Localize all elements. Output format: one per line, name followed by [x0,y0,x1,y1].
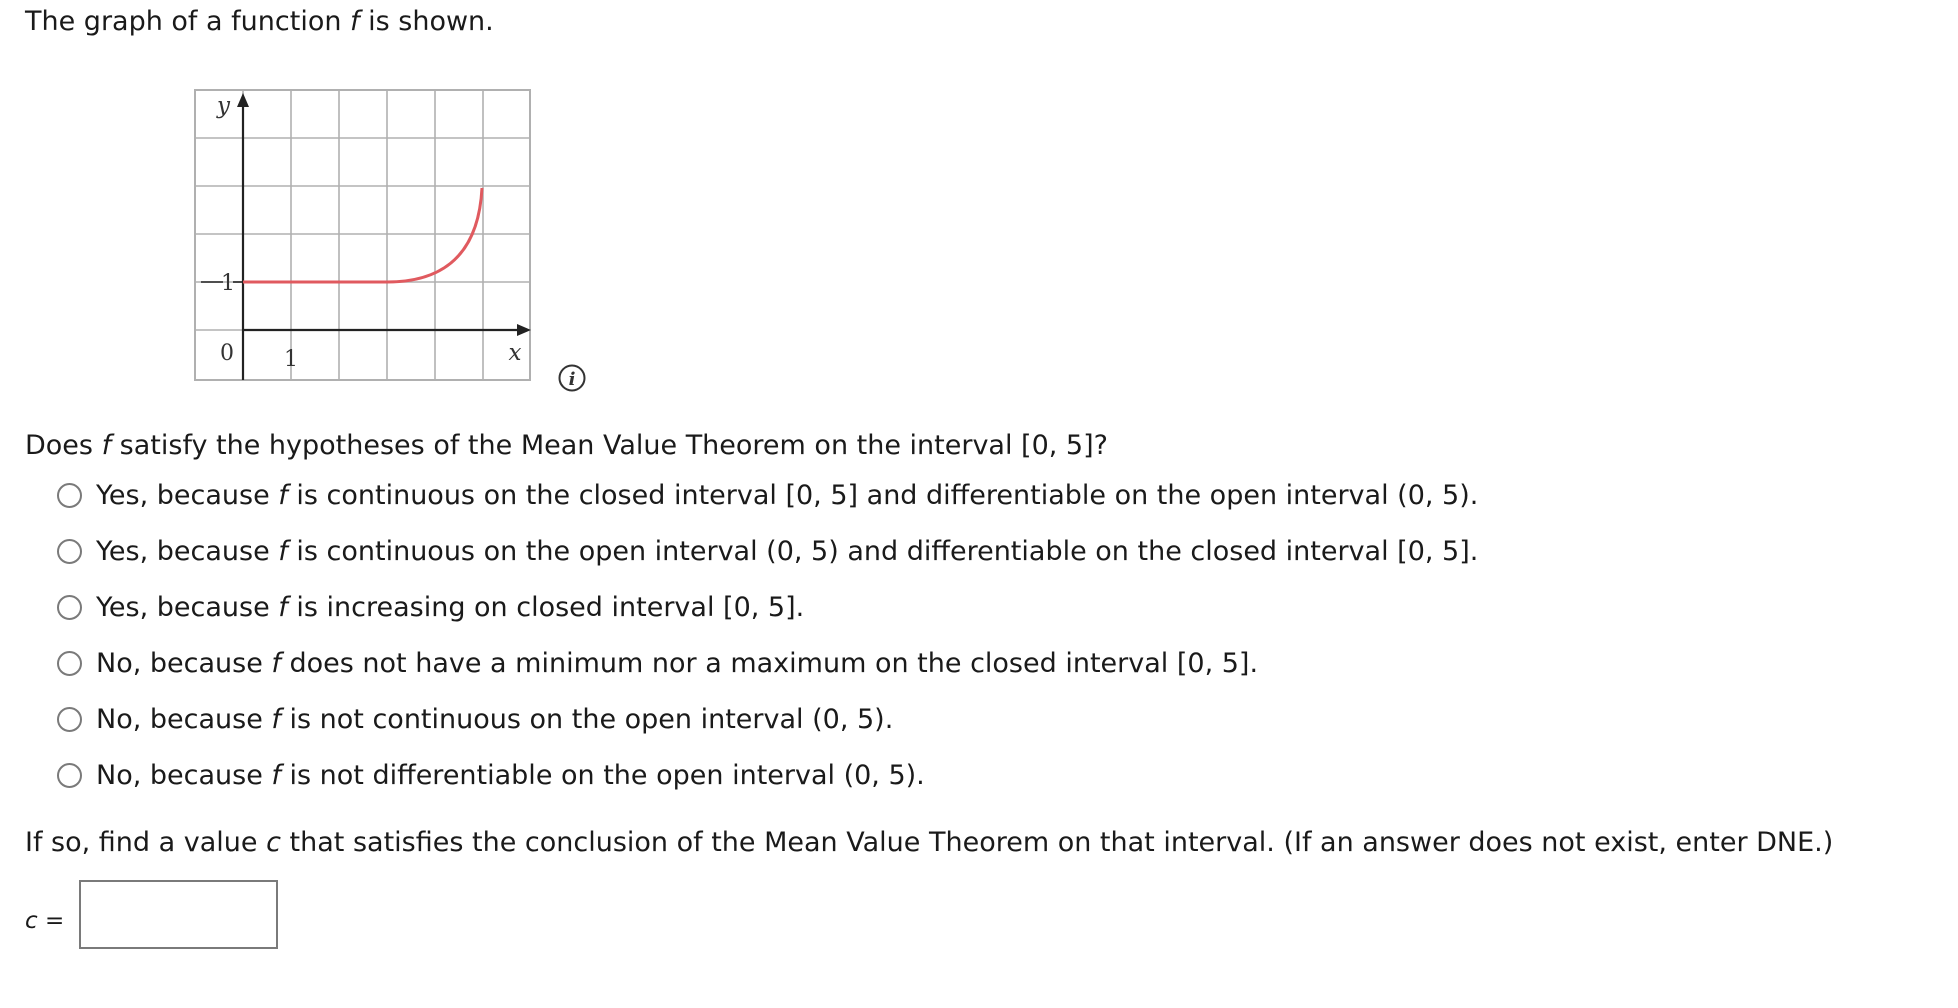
radio-button[interactable] [57,483,82,508]
option-label-part: Yes, because [96,536,279,567]
instruction-text-part: that satisfies the conclusion of the Mean Value Theorem on that interval. (If an answer does not exist, enter DNE.) [280,827,1834,858]
c-variable: c [266,827,281,858]
x-tick-label: 1 [284,347,298,372]
origin-label: 0 [220,341,234,366]
option-label-part: is not differentiable on the open interval (0, 5). [280,760,925,791]
function-variable: f [271,648,281,679]
option-label-part: is continuous on the closed interval [0, 5] and differentiable on the open interval (0, 5). [287,480,1479,511]
option-no-min-max[interactable] [57,648,1258,679]
function-variable: f [101,430,112,461]
instruction-text [25,827,1833,858]
option-yes-increasing[interactable] [57,592,804,623]
option-label [96,760,925,791]
intro-text-part: The graph of a function [25,6,351,37]
option-label-part: does not have a minimum nor a maximum on the closed interval [0, 5]. [280,648,1259,679]
intro-text [25,6,494,37]
equals-sign: = [37,908,65,934]
option-label [96,704,893,735]
intro-text-part: is shown. [359,6,494,37]
graph-svg [193,88,533,388]
option-label-part: No, because [96,648,272,679]
answer-input[interactable] [79,880,278,949]
y-tick-label: 1 [221,271,235,296]
function-variable: f [278,592,288,623]
option-yes-continuous-closed[interactable] [57,480,1478,511]
function-variable: f [271,760,281,791]
question-text-part: satisfy the hypotheses of the Mean Value Theorem on the interval [0, 5]? [111,430,1108,461]
radio-button[interactable] [57,651,82,676]
question-text-part: Does [25,430,102,461]
function-variable: f [278,480,288,511]
radio-button[interactable] [57,595,82,620]
option-label [96,648,1258,679]
option-label-part: Yes, because [96,480,279,511]
y-axis-label: y [217,93,230,119]
option-label-part: No, because [96,760,272,791]
option-label-part: is increasing on closed interval [0, 5]. [287,592,805,623]
option-label-part: is continuous on the open interval (0, 5) and differentiable on the closed interval [0, 5]. [287,536,1479,567]
info-icon[interactable] [557,363,587,400]
option-label-part: is not continuous on the open interval (0, 5). [280,704,894,735]
function-variable: f [278,536,288,567]
instruction-text-part: If so, find a value [25,827,267,858]
function-graph [193,88,533,395]
option-no-not-continuous[interactable] [57,704,893,735]
answer-label [25,908,64,934]
question-text [25,430,1108,461]
option-label [96,480,1478,511]
option-no-not-differentiable[interactable] [57,760,925,791]
svg-text:i: i [568,369,576,390]
option-label-part: No, because [96,704,272,735]
function-variable: f [350,6,360,37]
option-yes-continuous-open[interactable] [57,536,1478,567]
graph-frame [195,90,530,380]
option-label [96,536,1478,567]
option-label [96,592,804,623]
radio-button[interactable] [57,539,82,564]
radio-button[interactable] [57,763,82,788]
function-variable: f [271,704,281,735]
radio-button[interactable] [57,707,82,732]
x-axis-label: x [508,340,522,366]
c-variable: c [25,908,38,934]
option-label-part: Yes, because [96,592,279,623]
info-icon-svg [557,363,587,393]
